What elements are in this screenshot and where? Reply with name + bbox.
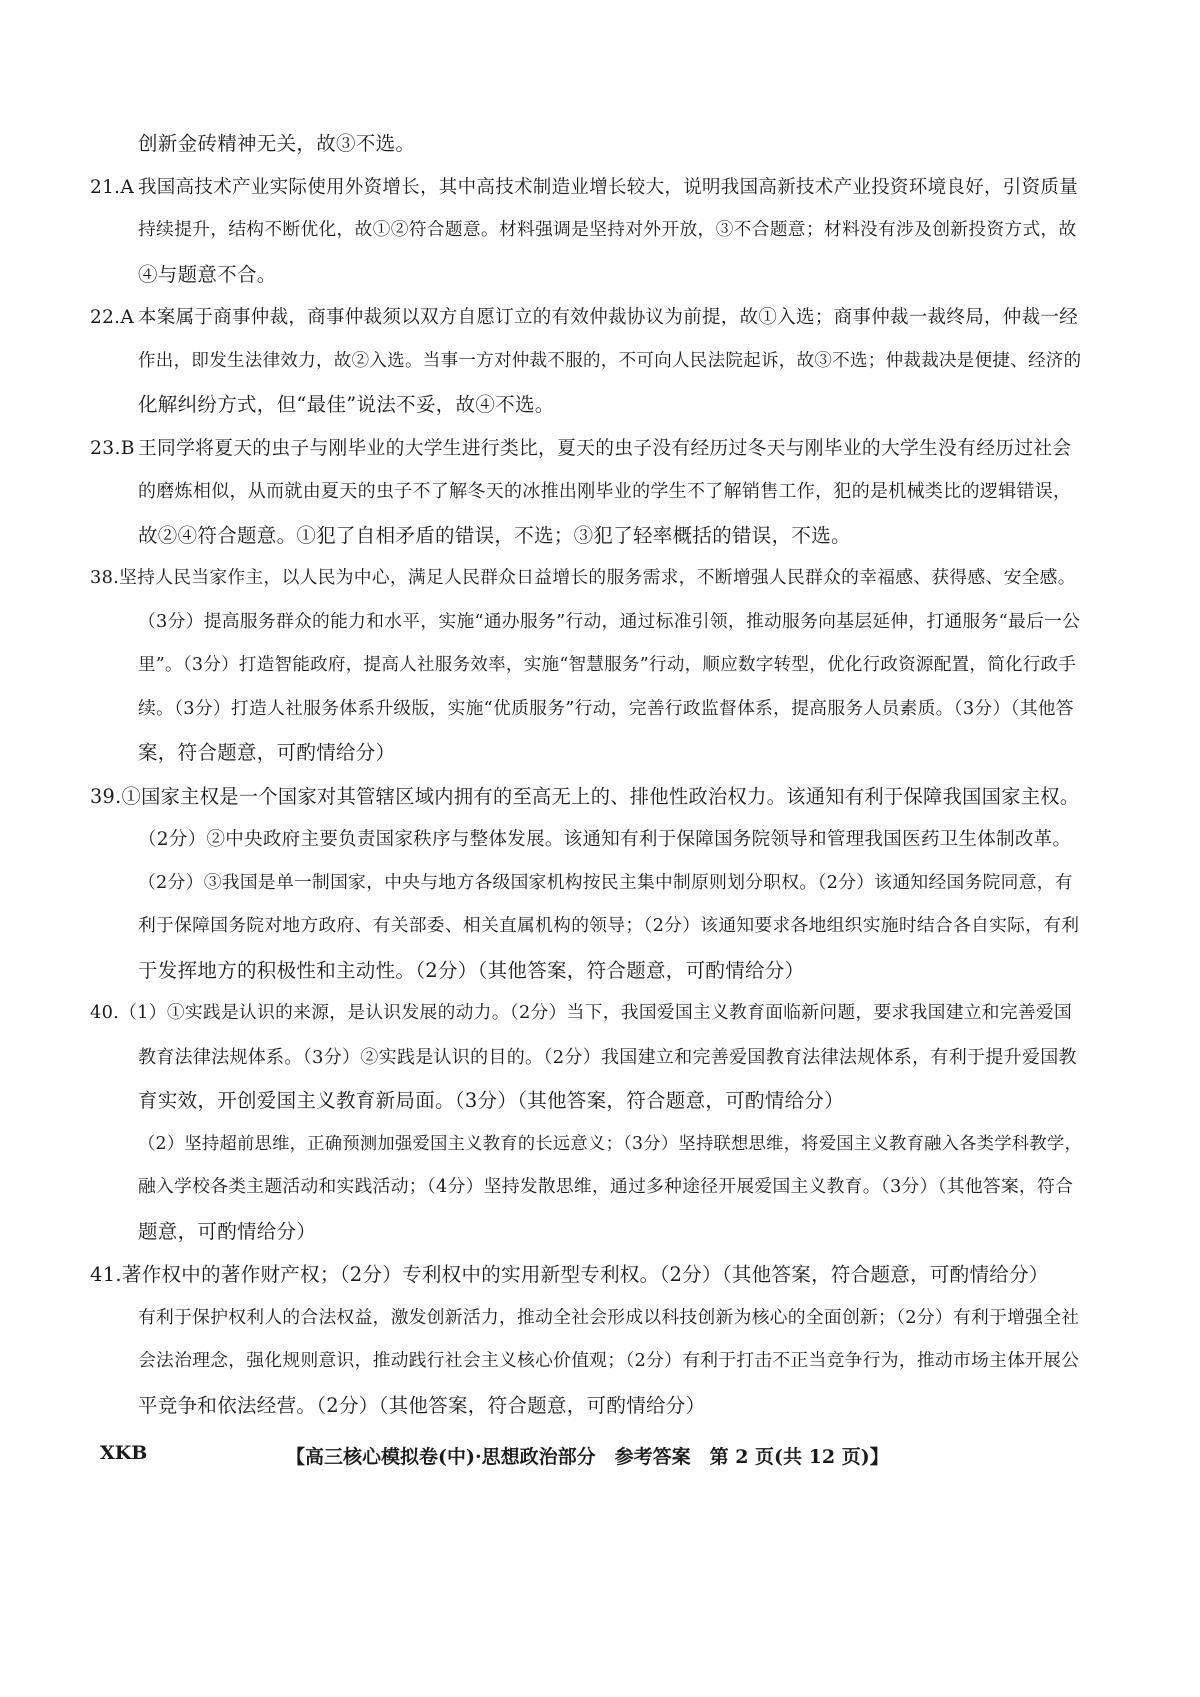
footer-code: XKB — [100, 1442, 148, 1464]
answer-39-line-2: （2分）②中央政府主要负责国家秩序与整体发展。该通知有利于保障国务院领导和管理我国医药卫生体制改革。 — [138, 829, 1072, 850]
answer-22-line-1 — [90, 296, 1083, 340]
answer-41-line-4: 平竞争和依法经营。（2分）（其他答案，符合题意，可酌情给分） — [138, 1393, 706, 1417]
answer-40-line-1: 40.（1）①实践是认识的来源，是认识发展的动力。（2分）当下，我国爱国主义教育面临新问题，要求我国建立和完善爱国 — [90, 1003, 1073, 1023]
answer-23-line-3: 故②④符合题意。①犯了自相矛盾的错误，不选；③犯了轻率概括的错误，不选。 — [138, 523, 851, 547]
answer-39-line-3: （2分）③我国是单一制国家，中央与地方各级国家机构按民主集中制原则划分职权。（2分）该通知经国务院同意，有 — [138, 872, 1073, 893]
answer-41-line-2: 有利于保护权利人的合法权益，激发创新活力，推动全社会形成以科技创新为核心的全面创新；（2分）有利于增强全社 — [138, 1307, 1080, 1328]
answer-39-line-1: 39.①国家主权是一个国家对其管辖区域内拥有的至高无上的、排他性政治权力。该通知有利于保障我国国家主权。 — [90, 784, 1080, 808]
answer-39-line-5: 于发挥地方的积极性和主动性。（2分）（其他答案，符合题意，可酌情给分） — [138, 958, 805, 982]
answer-21-line-1 — [90, 166, 1083, 210]
answer-content — [90, 122, 1083, 1427]
answer-40-line-6: 题意，可酌情给分） — [138, 1219, 317, 1243]
answer-38-line-2: （3分）提高服务群众的能力和水平，实施“通办服务”行动，通过标准引领，推动服务向基层延伸，打通服务“最后一公 — [138, 611, 1081, 632]
answer-21-line-3: ④与题意不合。 — [138, 262, 277, 286]
footer-title: 【高三核心模拟卷(中)·思想政治部分 参考答案 第 2 页(共 12 页)】 — [286, 1446, 889, 1468]
answer-22-number: 22.A — [90, 307, 134, 328]
text-line: 创新金砖精神无关，故③不选。 — [138, 132, 416, 155]
answer-40-line-2: 教育法律法规体系。（3分）②实践是认识的目的。（2分）我国建立和完善爱国教育法律法规体系，有利于提升爱国教 — [138, 1046, 1077, 1068]
answer-21-line-2: 持续提升，结构不断优化，故①②符合题意。材料强调是坚持对外开放，③不合题意；材料没有涉及创新投资方式，故 — [138, 220, 1077, 240]
answer-40-line-4: （2）坚持超前思维，正确预测加强爱国主义教育的长远意义；（3分）坚持联想思维，将爱国主义教育融入各类学科教学， — [138, 1133, 1083, 1154]
answer-22-text-1: 本案属于商事仲裁，商事仲裁须以双方自愿订立的有效仲裁协议为前提，故①入选；商事仲裁一裁终局，仲裁一经 — [138, 307, 1079, 328]
answer-22-line-2: 作出，即发生法律效力，故②入选。当事一方对仲裁不服的，不可向人民法院起诉，故③不选；仲裁裁决是便捷、经济的 — [138, 350, 1082, 371]
answer-41-line-3: 会法治理念，强化规则意识，推动践行社会主义核心价值观；（2分）有利于打击不正当竞争行为，推动市场主体开展公 — [138, 1351, 1080, 1371]
answer-38-line-1: 38.坚持人民当家作主，以人民为中心，满足人民群众日益增长的服务需求，不断增强人民群众的幸福感、获得感、安全感。 — [90, 568, 1076, 588]
answer-23-number: 23.B — [90, 437, 135, 459]
answer-40-line-3: 育实效，开创爱国主义教育新局面。（3分）（其他答案，符合题意，可酌情给分） — [138, 1089, 845, 1112]
answer-39-line-4: 利于保障国务院对地方政府、有关部委、相关直属机构的领导；（2分）该通知要求各地组织实施时结合各自实际，有利 — [138, 916, 1080, 936]
answer-23-text-1: 王同学将夏天的虫子与刚毕业的大学生进行类比，夏天的虫子没有经历过冬天与刚毕业的大学生没有经历过社会 — [138, 437, 1072, 459]
answer-38-line-5: 案，符合题意，可酌情给分） — [138, 741, 396, 764]
answer-22-line-3: 化解纠纷方式，但“最佳”说法不妥，故④不选。 — [138, 393, 555, 416]
answer-23-line-1 — [90, 427, 1083, 471]
answer-38-line-4: 续。（3分）打造人社服务体系升级版，实施“优质服务”行动，完善行政监督体系，提高服务人员素质。（3分）（其他答 — [138, 698, 1074, 719]
answer-21-text-1: 我国高技术产业实际使用外资增长，其中高技术制造业增长较大，说明我国高新技术产业投资环境良好，引资质量 — [138, 176, 1079, 198]
answer-41-line-1: 41.著作权中的著作财产权；（2分）专利权中的实用新型专利权。（2分）（其他答案，符合题意，可酌情给分） — [90, 1263, 1049, 1286]
answer-21-number: 21.A — [90, 176, 134, 198]
answer-38-line-3: 里”。（3分）打造智能政府，提高人社服务效率，实施“智慧服务”行动，顺应数字转型，优化行政资源配置，简化行政手 — [138, 655, 1077, 675]
answer-23-line-2: 的磨炼相似，从而就由夏天的虫子不了解冬天的冰推出刚毕业的学生不了解销售工作，犯的是机械类比的逻辑错误， — [138, 481, 1072, 502]
answer-40-line-5: 融入学校各类主题活动和实践活动；（4分）坚持发散思维，通过多种途径开展爱国主义教育。（3分）（其他答案，符合 — [138, 1177, 1074, 1197]
